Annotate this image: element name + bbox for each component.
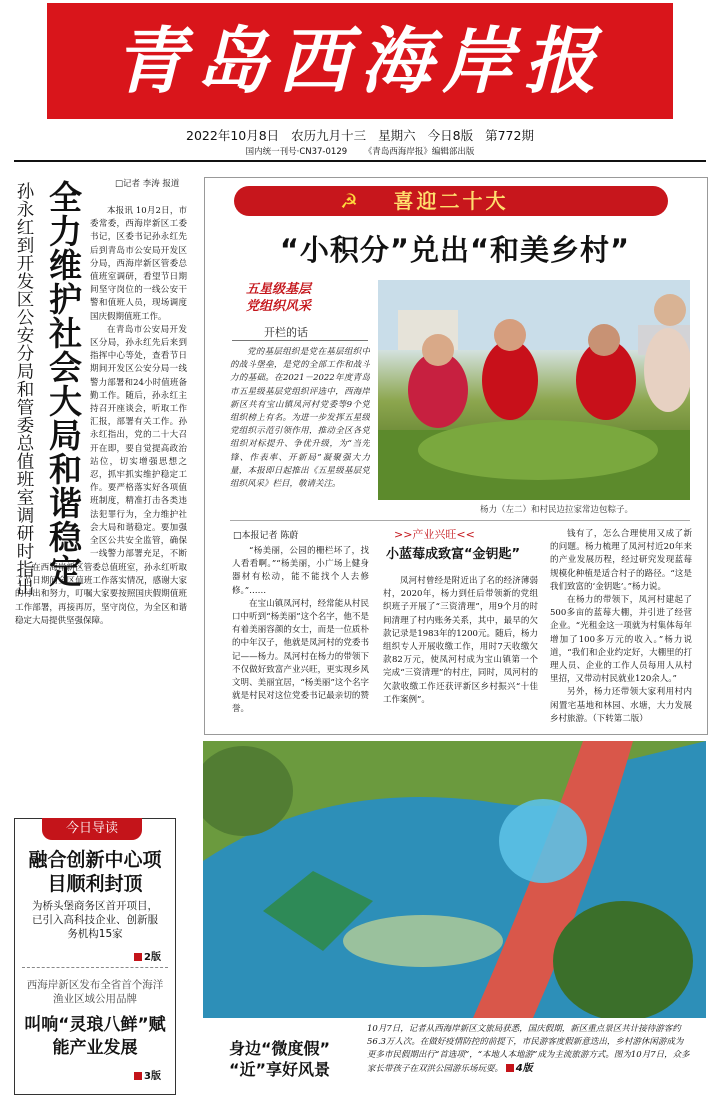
guide-divider bbox=[22, 967, 168, 968]
lead-paragraph: 在青岛市公安局开发区分局，孙永红先后来到指挥中心等处，查看节日期间开发区公安分局一线警力部署和24小时值班备勤工作。随后，孙永红主持召开座谈会，听取工作汇报，部署有关工作。孙永红指出，党的二十大召开在即，要自觉提高政治站位，切实增强思想之忍，抓牢抓实维护稳定工作。要严格落实好各项值班制度，精准打击各类违法犯罪行为，全力维护社会大局和谐稳定。要加强全区公共安全监管，确保一线警力部署充足，不断 bbox=[90, 324, 187, 560]
banner-text: 喜迎二十大 bbox=[393, 189, 509, 213]
subhead-tag: >>产业兴旺<< bbox=[394, 528, 475, 541]
column-tag-line: 五星级基层 bbox=[246, 282, 312, 297]
bottom-photo-caption-text: 10月7日，记者从西海岸新区文旅局获悉，国庆假期，新区重点景区共计接待游客约56.3万人次。在做好疫情防控的前提下，市民游客度假新意迭出，乡村游休闲游成为更多市民假期出行“首选项”，“本地人本地游”成为主流旅游方式。图为10月7日，众多家长带孩子在双洪公园游乐场玩耍。 bbox=[367, 1024, 690, 1074]
bottom-photo-title-line: “近”享好风景 bbox=[229, 1060, 331, 1079]
publisher: 《青岛西海岸报》编辑部出版 bbox=[363, 147, 475, 157]
feature-column-b bbox=[383, 575, 538, 720]
header-rule bbox=[14, 160, 706, 162]
opening-label: 开栏的话 bbox=[264, 326, 308, 339]
column-tag bbox=[246, 281, 346, 315]
bottom-photo-title-line: 身边“微度假” bbox=[229, 1039, 331, 1058]
feature-column-c bbox=[550, 528, 692, 726]
guide-desc-2: 西海岸新区发布全省首个海洋渔业区域公用品牌 bbox=[26, 979, 164, 1005]
guide-headline-2[interactable]: 叫响“灵琅八鲜”赋能产业发展 bbox=[24, 1015, 166, 1058]
lead-subtitle: 孙永红到开发区公安分局和管委总值班室调研时指出 bbox=[14, 182, 34, 596]
feature-subhead: 小蓝莓成致富“金钥匙” bbox=[386, 547, 521, 562]
guide-headline-1[interactable]: 融合创新中心项目顺利封顶 bbox=[28, 849, 162, 895]
guide-header: 今日导读 bbox=[42, 818, 142, 840]
photo-caption: 杨力（左二）和村民边拉家常边包粽子。 bbox=[480, 505, 634, 515]
lunar-date: 农历九月十三 bbox=[291, 128, 367, 143]
guide-page-2[interactable]: 3版 bbox=[134, 1067, 161, 1082]
issue-number: 第772期 bbox=[485, 128, 534, 143]
feature-paragraph: 在杨力的带领下，凤河村建起了500多亩的蓝莓大棚，并引进了经营企业。“光租金这一项就为村集体每年增加了100多万元的收入。”杨力说道，“我们和企业约定好，大棚里的打理人员、企业的工作人员每用人从村里招，又带动村民就业120余人。” bbox=[550, 595, 692, 685]
lead-body-wide bbox=[15, 562, 187, 812]
masthead bbox=[47, 3, 673, 119]
guide-page-1[interactable]: 2版 bbox=[134, 948, 161, 963]
party-emblem-icon: ☭ bbox=[340, 189, 358, 213]
feature-photo bbox=[378, 280, 690, 500]
lead-byline: □记者 李涛 报道 bbox=[115, 179, 180, 189]
issue-subline bbox=[0, 145, 720, 157]
guide-desc-1: 为桥头堡商务区首开项目，已引入高科技企业、创新服务机构15家 bbox=[32, 900, 158, 940]
lead-body-column bbox=[90, 205, 187, 560]
registration-number: 国内统一刊号·CN37-0129 bbox=[245, 147, 348, 157]
bottom-photo-page[interactable]: 4版 bbox=[506, 1063, 533, 1074]
issue-dateline bbox=[0, 126, 720, 144]
column-tag-line: 党组织风采 bbox=[246, 299, 312, 314]
bottom-photo-caption bbox=[367, 1023, 691, 1076]
feature-paragraph: 在宝山镇凤河村，经常能从村民口中听到“杨美丽”这个名字，他不是有着美丽容颜的女士，而是一位质朴的中年汉子，他就是凤河村的党委书记——杨力。凤河村在杨力的带领下不仅做好致富产业兴旺，更实现乡风文明、美丽宜居，“杨美丽”这个名字就是村民对这位党委书记最亲切的赞誉。 bbox=[232, 598, 369, 715]
page-count: 今日8版 bbox=[427, 128, 474, 143]
lead-paragraph: 在西海岸新区管委总值班室，孙永红听取了节日期间全区值班工作落实情况，感谢大家的付出和努力，叮嘱大家要按照国庆假期值班工作部署，再接再厉，坚守岗位，为全区和谐稳定大局提供坚强保障。 bbox=[15, 563, 187, 626]
feature-paragraph: “杨美丽，公园的栅栏坏了，找人看看啊。”“杨美丽，小广场上健身器材有松动，能不能找个人去修修。”…… bbox=[232, 546, 369, 596]
lead-headline: 全力维护社会大局和谐稳定 bbox=[44, 180, 83, 588]
feature-headline: “小积分”兑出“和美乡村” bbox=[279, 233, 631, 267]
playground-photo bbox=[203, 741, 706, 1018]
lead-paragraph: 本报讯 10月2日，市委常委，西海岸新区工委书记，区委书记孙永红先后到青岛市公安局开发区分局，西海岸新区管委总值班室调研，看望节日期间坚守岗位的一线公安干警和值班人员，现场调度国庆假期值班工作。 bbox=[90, 206, 187, 322]
feature-paragraph: 另外，杨力还带领大家利用村内闲置宅基地和林园、水塘，大力发展乡村旅游。（下转第二版） bbox=[550, 687, 692, 724]
feature-column-a bbox=[232, 545, 369, 720]
feature-paragraph: 钱有了，怎么合理使用又成了新的问题。杨力梳理了凤河村近20年来的产业发展历程，经过研究发现蓝莓规模化种植是适合村子的路径。“这是我们致富的‘金钥匙’。”杨力说。 bbox=[550, 529, 692, 592]
newspaper-title: 青岛西海岸报 bbox=[113, 18, 606, 103]
opening-intro-text: 党的基层组织是党在基层组织中的战斗堡垒，是党的全部工作和战斗力的基础。在2021－2022年度青岛市五星级基层党组织评选中，西海岸新区共有宝山镇凤河村党委等9个党组织榜上有名。为进一步发挥五星级党组织示范引领作用，推动全区各党组织对标提升、争优升级，为“当先锋、作表率、开新局”凝聚强大力量，本报即日起推出《五星级基层党组织风采》栏目，敬请关注。 bbox=[230, 347, 370, 490]
opening-intro bbox=[230, 346, 370, 506]
intro-rule bbox=[232, 340, 368, 341]
feature-paragraph: 凤河村曾经是附近出了名的经济薄弱村，2020年，杨力到任后带领新的党组织班子开展了“三资清理”，用9个月的时间清理了村内账务关系，其中，最早的欠款记录是1983年的1200元。随后，杨力组织专人开展收缴工作，用时7天收缴欠款82万元，使凤河村成为宝山镇第一个完成“三资清理”的村庄，同时，凤河村的欠款收缴工作还获评新区乡村振兴“十佳工作案例”。 bbox=[383, 576, 538, 705]
weekday: 星期六 bbox=[378, 128, 416, 143]
issue-date: 2022年10月8日 bbox=[186, 128, 280, 143]
feature-byline: □本报记者 陈蔚 bbox=[233, 531, 299, 541]
bottom-photo-title bbox=[229, 1038, 330, 1080]
feature-rule bbox=[230, 520, 690, 521]
